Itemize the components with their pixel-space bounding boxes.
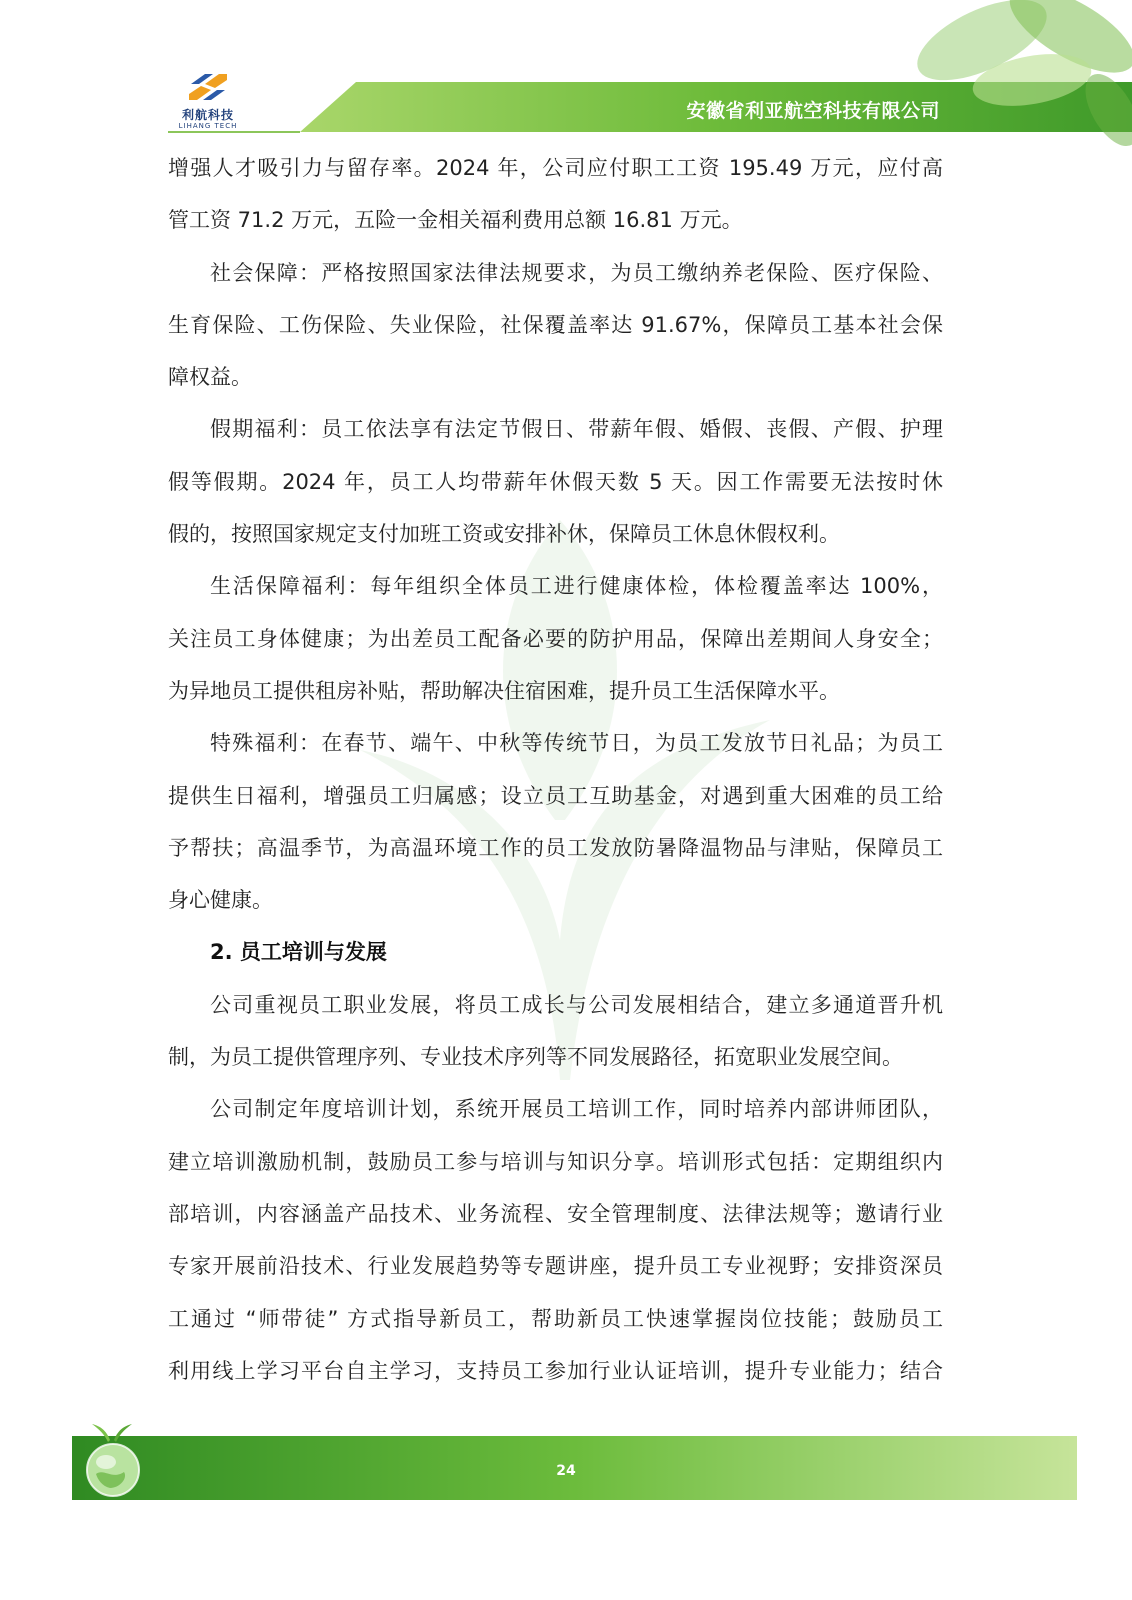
text-line: 提供生日福利，增强员工归属感；设立员工互助基金，对遇到重大困难的员工给 <box>168 783 943 808</box>
text-line: 制，为员工提供管理序列、专业技术序列等不同发展路径，拓宽职业发展空间。 <box>168 1045 903 1070</box>
section-heading: 2. 员工培训与发展 <box>210 940 387 965</box>
text-line: 增强人才吸引力与留存率。2024 年，公司应付职工工资 195.49 万元，应付高 <box>168 156 943 180</box>
text-line: 假期福利：员工依法享有法定节假日、带薪年假、婚假、丧假、产假、护理 <box>210 417 943 442</box>
text-line: 障权益。 <box>168 365 252 390</box>
text-line: 为异地员工提供租房补贴，帮助解决住宿困难，提升员工生活保障水平。 <box>168 678 840 703</box>
text-line: 关注员工身体健康；为出差员工配备必要的防护用品，保障出差期间人身安全； <box>168 626 943 651</box>
text-line: 部培训，内容涵盖产品技术、业务流程、安全管理制度、法律法规等；邀请行业 <box>168 1201 943 1226</box>
text-line: 特殊福利：在春节、端午、中秋等传统节日，为员工发放节日礼品；为员工 <box>210 731 943 756</box>
logo-icon <box>185 70 231 104</box>
company-name: 安徽省利亚航空科技有限公司 <box>686 100 940 122</box>
text-line: 公司重视员工职业发展，将员工成长与公司发展相结合，建立多通道晋升机 <box>210 992 943 1017</box>
text-line: 利用线上学习平台自主学习，支持员工参加行业认证培训，提升专业能力；结合 <box>168 1358 943 1383</box>
text-line: 身心健康。 <box>168 888 273 913</box>
logo-cn-text: 利航科技 <box>181 108 234 122</box>
text-line: 专家开展前沿技术、行业发展趋势等专题讲座，提升员工专业视野；安排资深员 <box>168 1254 943 1279</box>
text-line: 工通过 “师带徒” 方式指导新员工，帮助新员工快速掌握岗位技能；鼓励员工 <box>168 1306 943 1331</box>
text-line: 予帮扶；高温季节，为高温环境工作的员工发放防暑降温物品与津贴，保障员工 <box>168 835 943 860</box>
company-logo <box>168 70 248 134</box>
page-number: 24 <box>556 1463 576 1479</box>
text-line: 假的，按照国家规定支付加班工资或安排补休，保障员工休息休假权利。 <box>168 522 840 547</box>
text-line: 社会保障：严格按照国家法律法规要求，为员工缴纳养老保险、医疗保险、 <box>210 260 943 285</box>
text-line: 建立培训激励机制，鼓励员工参与培训与知识分享。培训形式包括：定期组织内 <box>168 1149 943 1174</box>
text-line: 生育保险、工伤保险、失业保险，社保覆盖率达 91.67%，保障员工基本社会保 <box>168 312 943 337</box>
text-line: 管工资 71.2 万元，五险一金相关福利费用总额 16.81 万元。 <box>168 208 743 233</box>
text-line: 生活保障福利：每年组织全体员工进行健康体检，体检覆盖率达 100%， <box>210 574 943 599</box>
main-content <box>168 142 943 1397</box>
logo-en-text: LIHANG TECH <box>178 122 238 130</box>
globe-icon <box>80 1418 146 1502</box>
text-line: 公司制定年度培训计划，系统开展员工培训工作，同时培养内部讲师团队， <box>210 1097 943 1122</box>
text-line: 假等假期。2024 年，员工人均带薪年休假天数 5 天。因工作需要无法按时休 <box>168 469 943 494</box>
